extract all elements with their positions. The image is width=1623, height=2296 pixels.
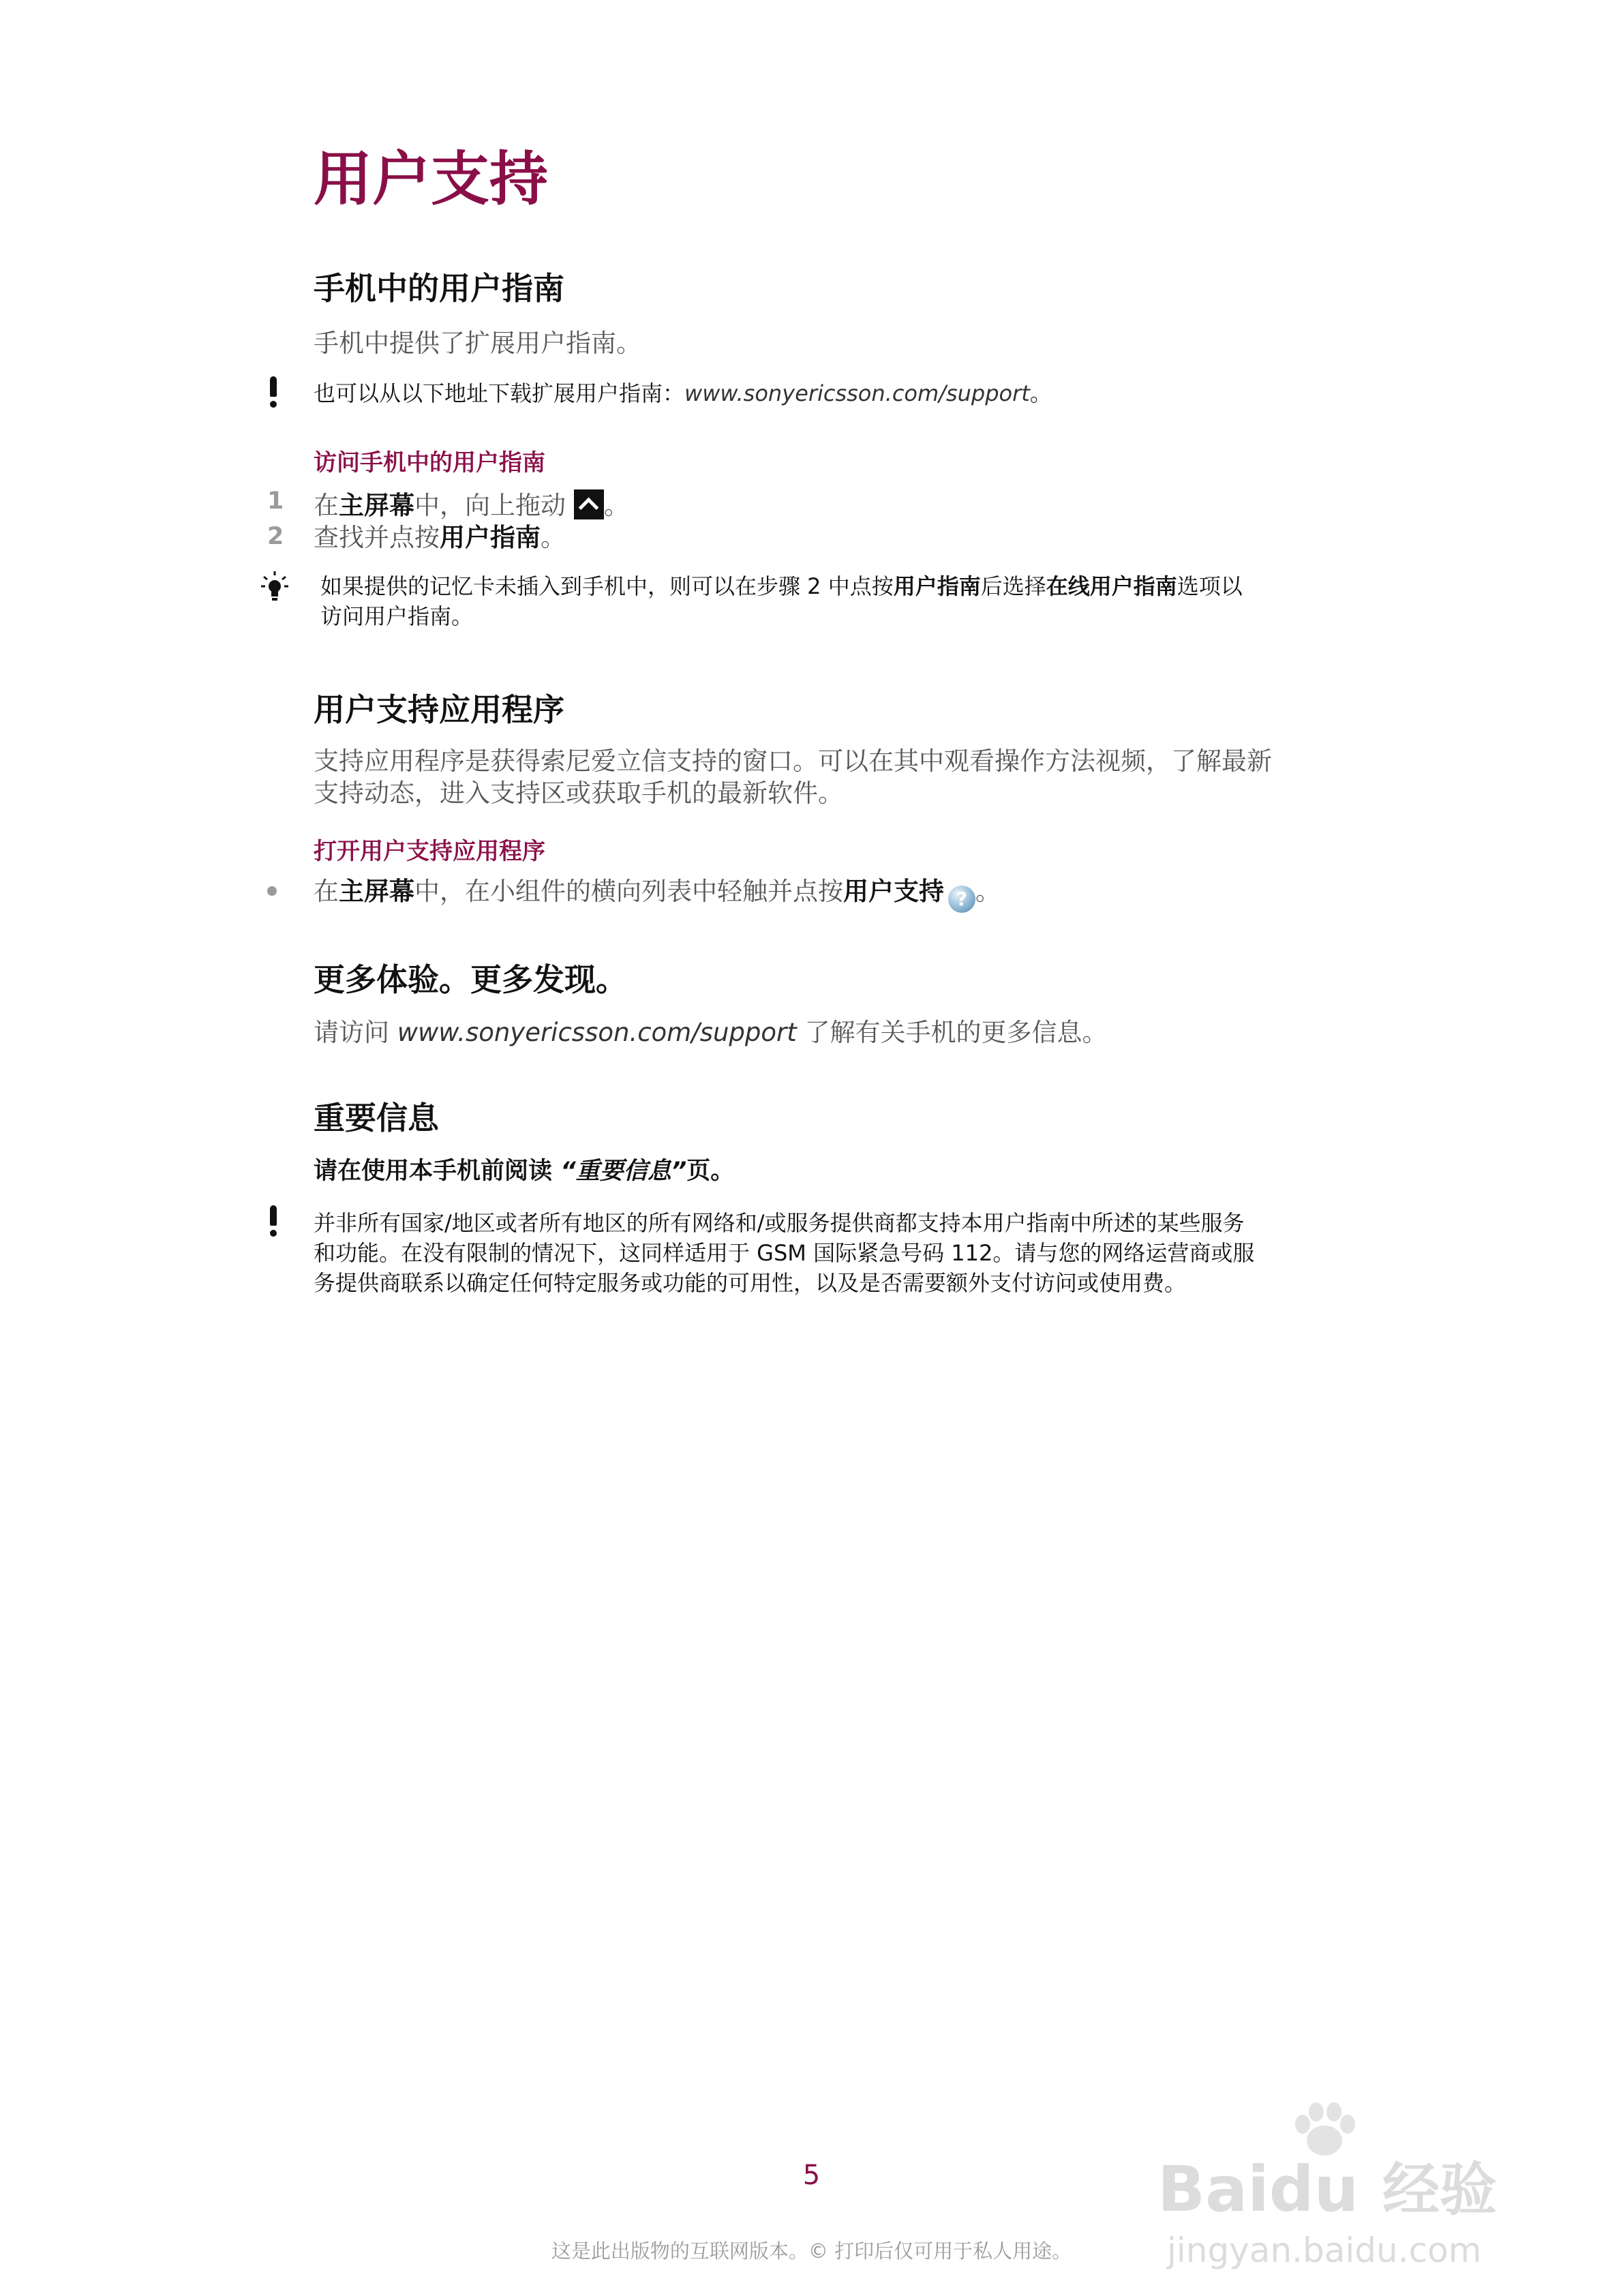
watermark-url: jingyan.baidu.com [1167,2231,1482,2270]
more-info-text: 了解有关手机的更多信息。 [796,1018,1108,1047]
bullet-text: 中，在小组件的横向列表中轻触并点按 [414,877,843,906]
note-line: 务提供商联系以确定任何特定服务或功能的可用性，以及是否需要额外支付访问或使用费。 [314,1270,1187,1296]
step-item [314,489,629,519]
bullet-item [314,879,1001,913]
note-line: 和功能。在没有限制的情况下，这同样适用于 GSM 国际紧急号码 112。请与您的网络运营商或服 [314,1240,1255,1266]
more-info-line [314,1020,1108,1045]
up-arrow-icon [574,489,604,519]
availability-note [314,1208,1377,1298]
step-number: 2 [267,523,284,550]
page-title: 用户支持 [314,145,548,213]
bullet-text: 。 [975,877,1001,906]
section-heading-support-app: 用户支持应用程序 [314,691,564,728]
exclamation-icon [269,376,278,409]
step-text: 。 [541,523,566,552]
help-question-icon: ? [948,886,975,913]
step-text: 中，向上拖动 [414,491,566,520]
important-bold-text: 请在使用本手机前阅读 [314,1158,561,1185]
footer-note: 这是此出版物的互联网版本。© 打印后仅可用于私人用途。 [551,2239,1072,2263]
tip-note [320,571,1370,631]
note-line: 并非所有国家/地区或者所有地区的所有网络和/或服务提供商都支持本用户指南中所述的某些服务 [314,1210,1245,1236]
step-number: 1 [267,487,284,515]
important-bold-text: 页。 [686,1158,735,1185]
step-text: 查找并点按 [314,523,440,552]
subheading-access-guide: 访问手机中的用户指南 [314,449,545,477]
bullet-text: 在 [314,877,339,906]
tip-text: 选项以 [1177,573,1243,599]
important-info-reference: “重要信息” [560,1158,687,1185]
watermark-brand-b: du [1269,2153,1359,2226]
step-bold: 主屏幕 [339,491,414,520]
tip-text: 访问用户指南。 [320,603,474,629]
download-note [314,382,1052,404]
paw-icon [1284,2100,1365,2161]
phone-guide-body: 手机中提供了扩展用户指南。 [314,329,641,358]
watermark-brand-a: Bai [1157,2153,1269,2226]
lightbulb-icon [261,571,288,601]
exclamation-icon [269,1205,278,1238]
bullet-bold: 用户支持 [843,877,944,906]
section-heading-important: 重要信息 [314,1100,439,1136]
more-info-text: 请访问 [314,1018,397,1047]
support-link[interactable]: www.sonyericsson.com/support [397,1018,797,1047]
baidu-watermark [1157,2100,1539,2277]
page-number: 5 [802,2160,821,2191]
tip-text: 如果提供的记忆卡未插入到手机中，则可以在步骤 2 中点按 [320,573,894,599]
important-read-line [314,1160,734,1183]
watermark-cn: 经验 [1382,2156,1498,2223]
step-item [314,525,566,550]
watermark-brand [1157,2153,1359,2226]
support-link[interactable]: www.sonyericsson.com/support [684,380,1030,406]
bullet-dot [267,886,277,896]
step-bold: 用户指南 [440,523,541,552]
section-heading-phone-guide: 手机中的用户指南 [314,270,564,307]
tip-text: 后选择 [980,573,1046,599]
subheading-open-support-app: 打开用户支持应用程序 [314,838,545,865]
tip-bold: 用户指南 [893,573,981,599]
step-text: 在 [314,491,339,520]
download-note-text: 也可以从以下地址下载扩展用户指南： [314,380,685,406]
download-note-end: 。 [1029,380,1052,406]
support-app-body-line1: 支持应用程序是获得索尼爱立信支持的窗口。可以在其中观看操作方法视频，了解最新 [314,746,1272,776]
step-text: 。 [604,491,629,520]
support-app-body-line2: 支持动态，进入支持区或获取手机的最新软件。 [314,779,843,808]
tip-bold: 在线用户指南 [1046,573,1177,599]
section-heading-more: 更多体验。更多发现。 [314,961,627,998]
bullet-bold: 主屏幕 [339,877,414,906]
